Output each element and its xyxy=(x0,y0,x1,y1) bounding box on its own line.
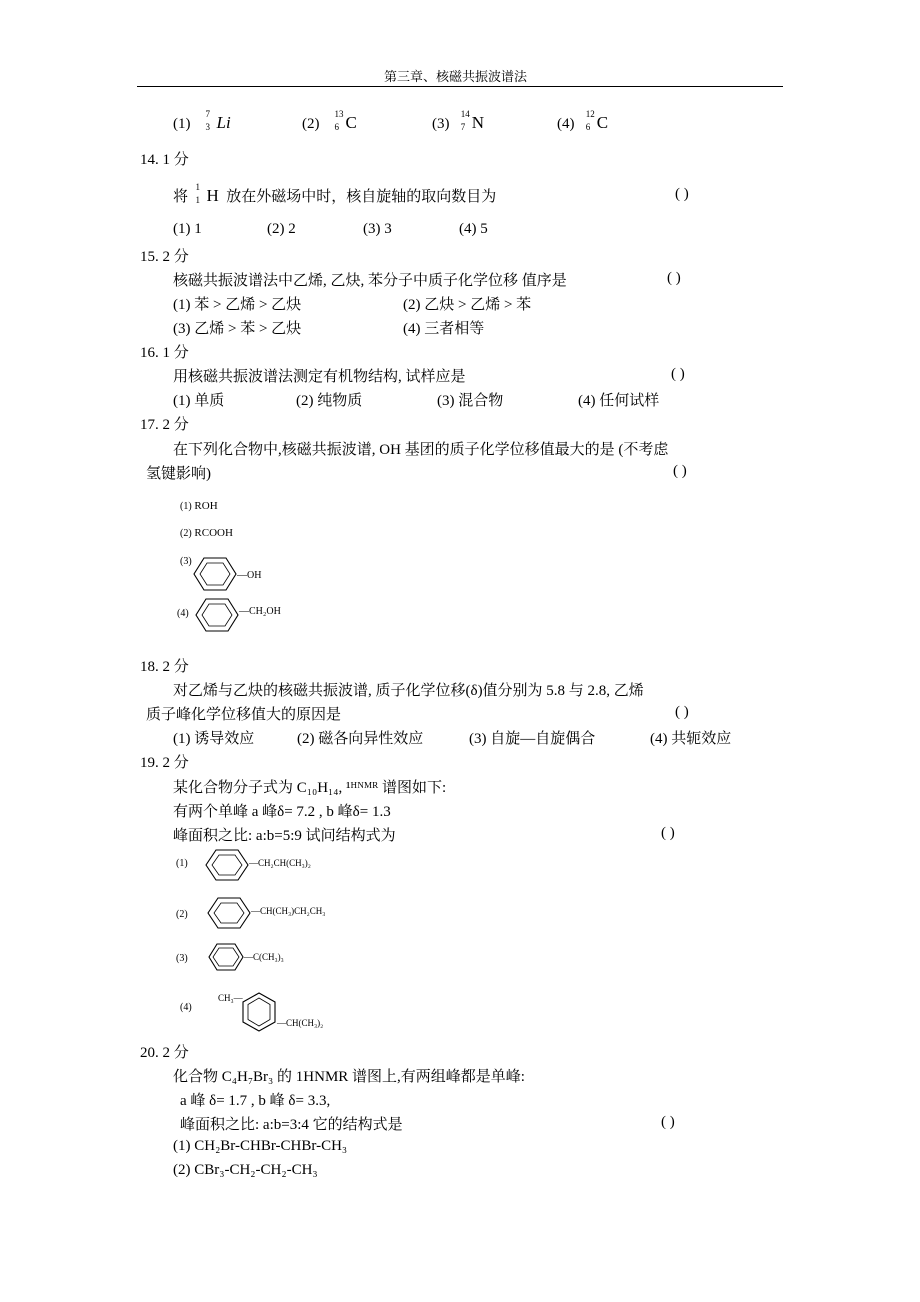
q14-option-2: (2) 2 xyxy=(267,221,296,237)
q17-option-3-structure: —OH xyxy=(237,570,262,581)
q20-answer-bracket: ( ) xyxy=(661,1114,675,1130)
q19-option-1-structure: —CH₂CH(CH₃)₂ xyxy=(249,858,311,868)
page-title: 第三章、核磁共振波谱法 xyxy=(384,69,528,84)
q14-stem: 将 1 1 H 放在外磁场中时，核自旋轴的取向数目为 xyxy=(173,182,497,205)
q20-stem-line2: a 峰 δ= 1.7 , b 峰 δ= 3.3, xyxy=(180,1093,331,1109)
q19-option-2-structure: —CH(CH₃)CH₂CH₃ xyxy=(251,906,326,916)
q17-stem-line1: 在下列化合物中,核磁共振波谱, OH 基团的质子化学位移值最大的是 (不考虑 xyxy=(173,442,669,458)
q15-option-4: (4) 三者相等 xyxy=(403,321,485,337)
q14-option-3: (3) 3 xyxy=(363,221,392,237)
q19-option-4-methyl: CH₃— xyxy=(218,993,243,1003)
q15-option-2: (2) 乙炔 > 乙烯 > 苯 xyxy=(403,297,532,313)
q17-option-4-benzene-ring xyxy=(195,597,239,633)
q19-option-1-benzene-ring xyxy=(205,848,249,882)
q15-option-3: (3) 乙烯 > 苯 > 乙炔 xyxy=(173,321,302,337)
q15-answer-bracket: ( ) xyxy=(667,270,681,286)
q19-option-3-label: (3) xyxy=(176,953,188,964)
q17-option-3-benzene-ring xyxy=(193,556,237,592)
q14-option-1: (1) 1 xyxy=(173,221,202,237)
q15-option-1: (1) 苯 > 乙烯 > 乙炔 xyxy=(173,297,302,313)
q19-option-3-benzene-ring xyxy=(208,942,244,972)
q18-option-2: (2) 磁各向异性效应 xyxy=(297,731,424,747)
q18-stem-line1: 对乙烯与乙炔的核磁共振波谱, 质子化学位移(δ)值分别为 5.8 与 2.8, 乙烯 xyxy=(173,683,644,699)
q19-option-4-structure: —CH(CH₃)₂ xyxy=(277,1018,324,1028)
q17-option-1: (1) ROH xyxy=(180,500,218,512)
q19-option-4-benzene-ring xyxy=(241,992,277,1032)
q19-stem-line1: 某化合物分子式为 C₁₀H₁₄, ¹ᴴᴺᴹᴿ 谱图如下: xyxy=(173,780,447,796)
q16-stem: 用核磁共振波谱法测定有机物结构, 试样应是 xyxy=(173,369,466,385)
q13-option-4: (4) 12 6 C xyxy=(557,109,609,132)
q18-option-4: (4) 共轭效应 xyxy=(650,731,732,747)
q16-option-1: (1) 单质 xyxy=(173,393,225,409)
q20-stem-line1: 化合物 C₄H₇Br₃ 的 1HNMR 谱图上,有两组峰都是单峰: xyxy=(173,1069,525,1085)
q18-stem-line2: 质子峰化学位移值大的原因是 xyxy=(146,707,342,723)
q18-option-1: (1) 诱导效应 xyxy=(173,731,255,747)
q13-option-2: (2) 13 6 C xyxy=(302,109,357,132)
q16-option-3: (3) 混合物 xyxy=(437,393,504,409)
q19-option-1-label: (1) xyxy=(176,858,188,869)
q17-heading: 17. 2 分 xyxy=(140,417,189,433)
q19-stem-line3: 峰面积之比: a:b=5:9 试问结构式为 xyxy=(173,828,396,844)
q14-heading: 14. 1 分 xyxy=(140,152,189,168)
q20-option-1: (1) CH₂Br-CHBr-CHBr-CH₃ xyxy=(173,1138,348,1154)
q19-option-2-label: (2) xyxy=(176,909,188,920)
q15-stem: 核磁共振波谱法中乙烯, 乙炔, 苯分子中质子化学位移 值序是 xyxy=(173,273,567,289)
q17-option-3-label: (3) xyxy=(180,556,192,567)
q20-option-2: (2) CBr₃-CH₂-CH₂-CH₃ xyxy=(173,1162,318,1178)
q20-heading: 20. 2 分 xyxy=(140,1045,189,1061)
q18-option-3: (3) 自旋—自旋偶合 xyxy=(469,731,596,747)
q19-heading: 19. 2 分 xyxy=(140,755,189,771)
q14-answer-bracket: ( ) xyxy=(675,186,689,202)
q17-option-4-structure: —CH₂OH xyxy=(239,606,281,617)
q13-option-1: (1) 7 3 Li xyxy=(173,109,231,132)
q20-stem-line3: 峰面积之比: a:b=3:4 它的结构式是 xyxy=(180,1117,403,1133)
q18-answer-bracket: ( ) xyxy=(675,704,689,720)
q17-option-2: (2) RCOOH xyxy=(180,527,233,539)
q15-heading: 15. 2 分 xyxy=(140,249,189,265)
q17-stem-line2: 氢键影响) xyxy=(146,466,211,482)
q19-answer-bracket: ( ) xyxy=(661,825,675,841)
q16-option-2: (2) 纯物质 xyxy=(296,393,363,409)
q17-option-4-label: (4) xyxy=(177,608,189,619)
q16-heading: 16. 1 分 xyxy=(140,345,189,361)
q19-option-4-label: (4) xyxy=(180,1002,192,1013)
q17-answer-bracket: ( ) xyxy=(673,463,687,479)
header-divider xyxy=(137,86,783,87)
q19-option-3-structure: —C(CH₃)₃ xyxy=(244,952,284,962)
q19-option-2-benzene-ring xyxy=(207,896,251,930)
q16-option-4: (4) 任何试样 xyxy=(578,393,660,409)
q19-stem-line2: 有两个单峰 a 峰δ= 7.2 , b 峰δ= 1.3 xyxy=(173,804,391,820)
q16-answer-bracket: ( ) xyxy=(671,366,685,382)
q14-option-4: (4) 5 xyxy=(459,221,488,237)
q18-heading: 18. 2 分 xyxy=(140,659,189,675)
q13-option-3: (3) 14 7 N xyxy=(432,109,485,132)
